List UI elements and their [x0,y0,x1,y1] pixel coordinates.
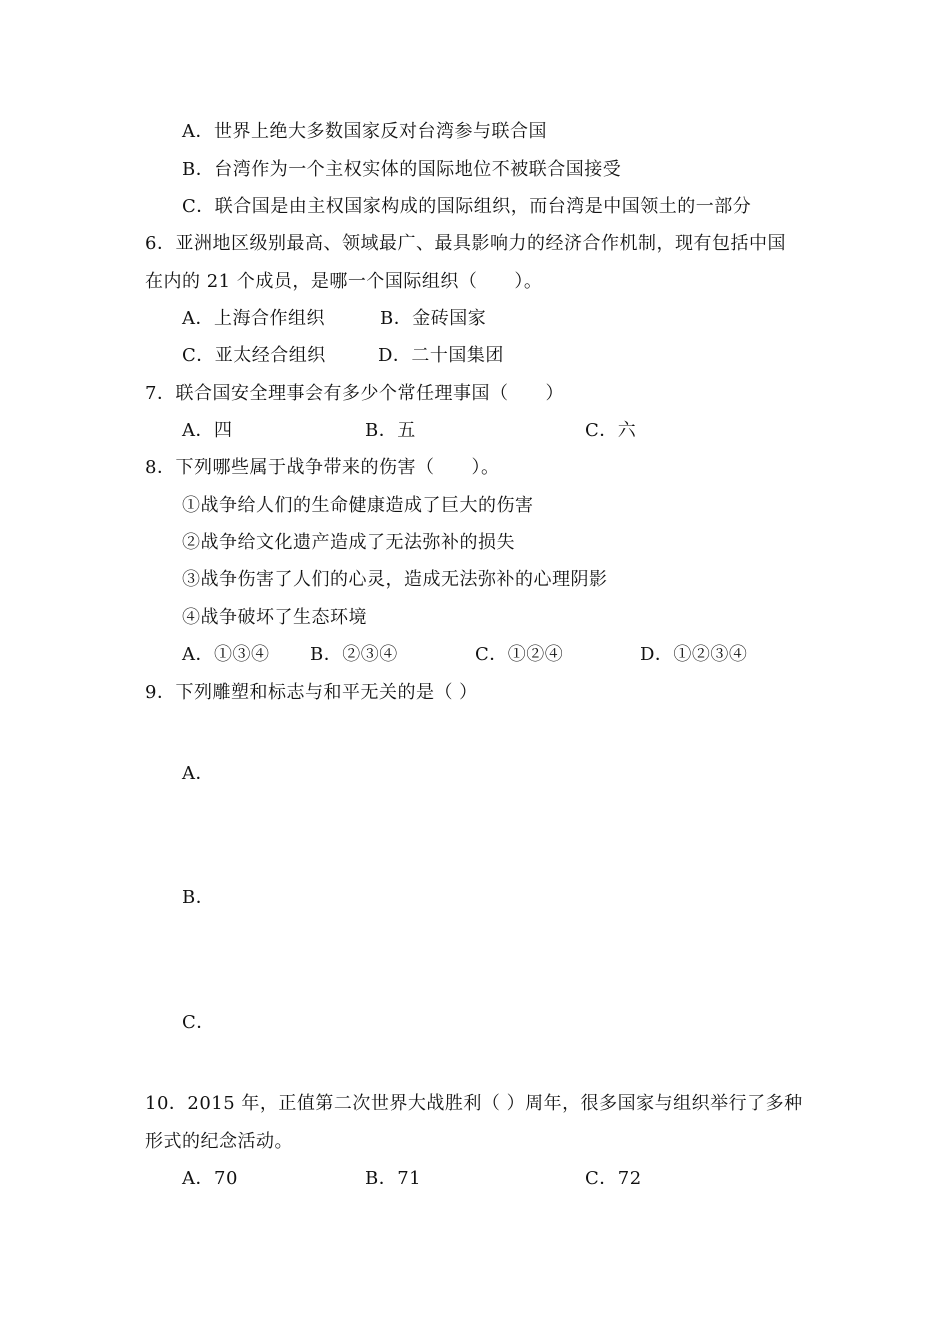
q5-option-a: A．世界上绝大多数国家反对台湾参与联合国 [182,121,547,142]
q7-stem: 7．联合国安全理事会有多少个常任理事国（ ） [145,383,564,404]
q5-option-c: C．联合国是由主权国家构成的国际组织，而台湾是中国领土的一部分 [182,196,752,217]
q8-option-d: D．①②③④ [640,644,748,665]
q10-option-a: A．70 [182,1168,238,1189]
q10-stem-line1: 10．2015 年，正值第二次世界大战胜利（ ）周年，很多国家与组织举行了多种 [145,1093,803,1114]
q8-item-1: ①战争给人们的生命健康造成了巨大的伤害 [182,495,534,516]
q9-option-a: A． [182,763,214,784]
q6-option-a: A．上海合作组织 [182,308,325,329]
q7-option-c: C．六 [585,420,637,441]
q9-option-b: B． [182,887,215,908]
q8-option-b: B．②③④ [310,644,398,665]
q6-stem-line2: 在内的 21 个成员，是哪一个国际组织（ ）。 [145,271,543,292]
q6-stem-line1: 6．亚洲地区级别最高、领域最广、最具影响力的经济合作机制，现有包括中国 [145,233,786,254]
q8-item-3: ③战争伤害了人们的心灵，造成无法弥补的心理阴影 [182,569,608,590]
q8-option-a: A．①③④ [182,644,270,665]
q6-option-d: D．二十国集团 [378,345,504,366]
q8-item-2: ②战争给文化遗产造成了无法弥补的损失 [182,532,515,553]
q5-option-b: B．台湾作为一个主权实体的国际地位不被联合国接受 [182,159,622,180]
q8-stem: 8．下列哪些属于战争带来的伤害（ ）。 [145,457,500,478]
q8-item-4: ④战争破坏了生态环境 [182,607,367,628]
q10-option-c: C．72 [585,1168,642,1189]
q7-option-b: B．五 [365,420,416,441]
q7-option-a: A．四 [182,420,233,441]
q6-option-b: B．金砖国家 [380,308,487,329]
q10-option-b: B．71 [365,1168,422,1189]
q9-option-c: C． [182,1012,215,1033]
q8-option-c: C．①②④ [475,644,564,665]
q6-option-c: C．亚太经合组织 [182,345,326,366]
q10-stem-line2: 形式的纪念活动。 [145,1131,293,1152]
q9-stem: 9．下列雕塑和标志与和平无关的是（ ） [145,682,478,703]
